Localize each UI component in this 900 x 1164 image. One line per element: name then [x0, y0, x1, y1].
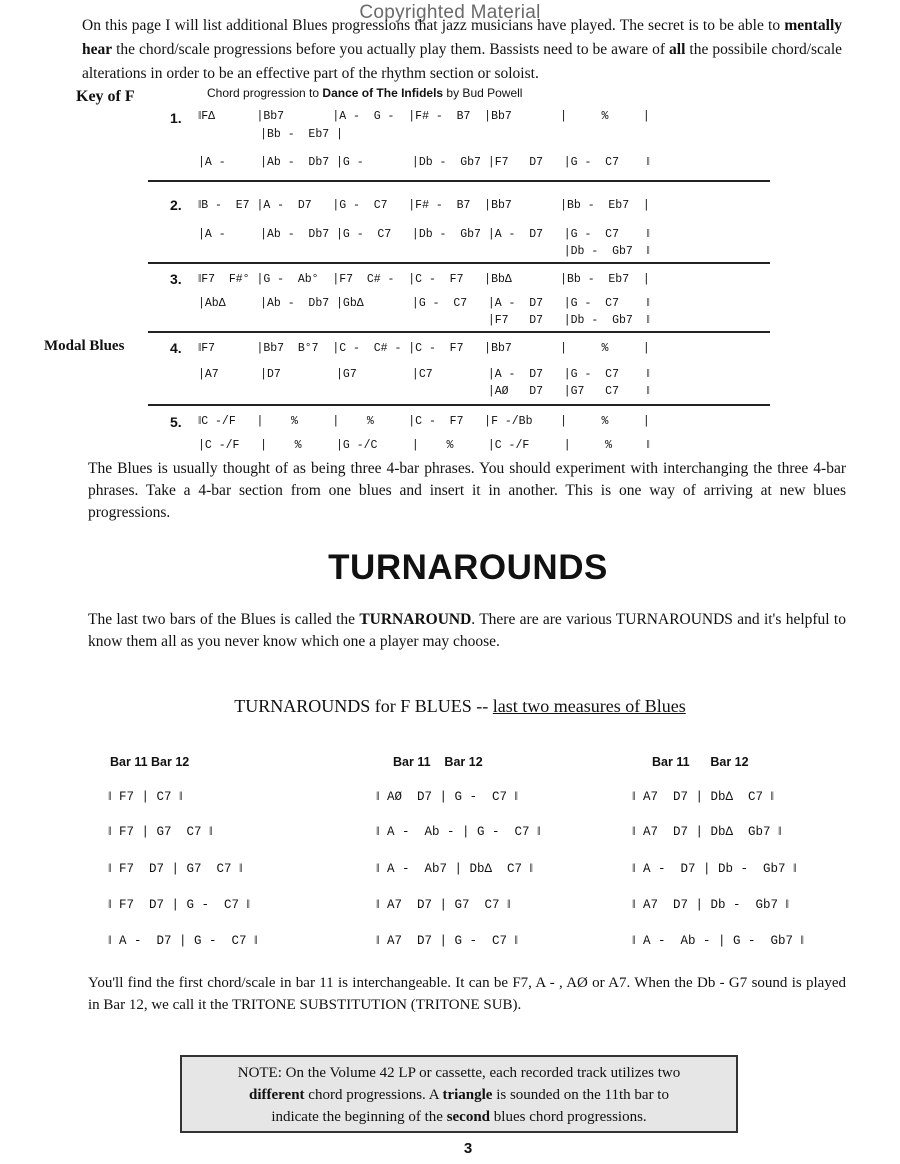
progression-3-line-2: |AbΔ |Ab - Db7 |GbΔ |G - C7 |A - D7 |G - C7 ‖ — [198, 297, 650, 310]
progression-2-line-3: |Db - Gb7 ‖ — [198, 245, 650, 258]
intro-text-2: the chord/scale progressions before you actually play them. Bassists need to be aware of — [112, 41, 670, 58]
progression-title-pre: Chord progression to — [207, 86, 323, 100]
interchange-paragraph: You'll find the first chord/scale in bar 11 is interchangeable. It can be F7, A - , AØ or A7. When the Db - G7 sound is played in Bar 12, we call it the TRITONE SUBSTITUTION (TRITONE SUB). — [88, 975, 846, 1013]
note-text — [180, 1062, 738, 1128]
note-line-2 — [180, 1084, 738, 1106]
note-line-2-end: is sounded on the 11th bar to — [492, 1087, 669, 1103]
intro-text-3: the possibile chord/scale alterations in order to be an effective part of the rhythm section or soloist. — [82, 41, 843, 82]
progression-4-line-2: |A7 |D7 |G7 |C7 |A - D7 |G - C7 ‖ — [198, 368, 650, 381]
progression-5-line-2: |C -/F | % |G -/C | % |C -/F | % ‖ — [198, 439, 650, 452]
note-line-1: NOTE: On the Volume 42 LP or cassette, each recorded track utilizes two — [237, 1065, 681, 1081]
note-line-2-text: chord progressions. A — [304, 1087, 443, 1103]
intro-paragraph — [82, 14, 842, 86]
intro-bold-1: mentally hear — [82, 17, 842, 58]
turnaround-col-2-row-1: ‖ AØ D7 | G - C7 ‖ — [376, 790, 519, 804]
progression-number-5: 5. — [170, 414, 182, 430]
key-label: Key of F — [76, 88, 135, 105]
progression-title-song: Dance of The Infidels — [322, 86, 444, 100]
subheading-underlined: last two measures of Blues — [492, 696, 686, 716]
turnaround-col-3-row-1: ‖ A7 D7 | DbΔ C7 ‖ — [632, 790, 775, 804]
progression-number-4: 4. — [170, 340, 182, 356]
divider-4 — [148, 404, 770, 406]
progression-1-line-3: |A - |Ab - Db7 |G - |Db - Gb7 |F7 D7 |G - C7 ‖ — [198, 156, 650, 169]
turnaround-col-1-row-1: ‖ F7 | C7 ‖ — [108, 790, 183, 804]
turnaround-col-1-row-4: ‖ F7 D7 | G - C7 ‖ — [108, 898, 251, 912]
blues-paragraph: The Blues is usually thought of as being three 4-bar phrases. You should experiment with interchanging the three 4-bar phrases. Take a 4-bar section from one blues and insert it in another. This is one way of arriving at new blues progressions. — [88, 460, 846, 521]
turnaround-col-2-row-2: ‖ A - Ab - | G - C7 ‖ — [376, 825, 541, 839]
progression-number-3: 3. — [170, 271, 182, 287]
turnaround-col-3-row-4: ‖ A7 D7 | Db - Gb7 ‖ — [632, 898, 790, 912]
turnaround-col-2-header: Bar 11 Bar 12 — [393, 755, 483, 769]
subheading-text: TURNAROUNDS for F BLUES -- — [234, 696, 493, 716]
divider-2 — [148, 262, 770, 264]
watermark: Copyrighted Material — [359, 2, 541, 23]
progression-4-line-3: |AØ D7 |G7 C7 ‖ — [198, 385, 650, 398]
note-bold-triangle: triangle — [442, 1087, 493, 1103]
progression-2-line-1: ‖B - E7 |A - D7 |G - C7 |F# - B7 |Bb7 |Bb - Eb7 | — [198, 199, 650, 212]
modal-blues-label: Modal Blues — [44, 338, 125, 354]
note-bold-different: different — [249, 1087, 305, 1103]
turnarounds-paragraph — [88, 609, 846, 653]
turnaround-col-1-row-5: ‖ A - D7 | G - C7 ‖ — [108, 934, 258, 948]
turnaround-col-3-row-5: ‖ A - Ab - | G - Gb7 ‖ — [632, 934, 805, 948]
page-number: 3 — [463, 1140, 473, 1157]
note-bold-second: second — [446, 1109, 491, 1125]
progression-3-line-1: ‖F7 F#° |G - Ab° |F7 C# - |C - F7 |BbΔ |Bb - Eb7 | — [198, 273, 650, 286]
turnarounds-text-bold: TURNAROUND — [359, 611, 472, 628]
progression-title — [207, 86, 522, 100]
turnaround-col-1-row-2: ‖ F7 | G7 C7 ‖ — [108, 825, 213, 839]
divider-1 — [148, 180, 770, 182]
intro-bold-2: all — [669, 41, 686, 58]
progression-number-1: 1. — [170, 110, 182, 126]
note-line-3-text: indicate the beginning of the — [271, 1109, 447, 1125]
turnaround-col-2-row-4: ‖ A7 D7 | G7 C7 ‖ — [376, 898, 511, 912]
turnarounds-heading: TURNAROUNDS — [328, 548, 608, 587]
progression-title-author: by Bud Powell — [443, 86, 523, 100]
turnaround-col-2-row-5: ‖ A7 D7 | G - C7 ‖ — [376, 934, 519, 948]
progression-4-line-1: ‖F7 |Bb7 B°7 |C - C# - |C - F7 |Bb7 | % | — [198, 342, 650, 355]
turnaround-col-1-header: Bar 11 Bar 12 — [110, 755, 190, 769]
turnaround-col-2-row-3: ‖ A - Ab7 | DbΔ C7 ‖ — [376, 862, 534, 876]
turnaround-col-3-row-2: ‖ A7 D7 | DbΔ Gb7 ‖ — [632, 825, 782, 839]
turnaround-col-1-row-3: ‖ F7 D7 | G7 C7 ‖ — [108, 862, 243, 876]
turnaround-col-3-row-3: ‖ A - D7 | Db - Gb7 ‖ — [632, 862, 797, 876]
progression-1-line-2: |Bb - Eb7 | — [198, 128, 343, 141]
turnarounds-text-pre: The last two bars of the Blues is called the — [88, 611, 360, 628]
progression-1-line-1: ‖FΔ |Bb7 |A - G - |F# - B7 |Bb7 | % | — [198, 110, 650, 123]
divider-3 — [148, 331, 770, 333]
progression-2-line-2: |A - |Ab - Db7 |G - C7 |Db - Gb7 |A - D7 |G - C7 ‖ — [198, 228, 650, 241]
turnarounds-text-post: . There are are various TURNAROUNDS and it's helpful to know them all as you never know which one a player may choose. — [88, 611, 846, 650]
note-line-3-end: blues chord progressions. — [490, 1109, 647, 1125]
note-line-3 — [180, 1106, 738, 1128]
intro-text-1: On this page I will list additional Blues progressions that jazz musicians have played. The secret is to be able to — [82, 17, 785, 34]
progression-5-line-1: ‖C -/F | % | % |C - F7 |F -/Bb | % | — [198, 415, 650, 428]
turnarounds-subheading — [0, 696, 900, 717]
progression-number-2: 2. — [170, 197, 182, 213]
progression-3-line-3: |F7 D7 |Db - Gb7 ‖ — [198, 314, 650, 327]
turnaround-col-3-header: Bar 11 Bar 12 — [652, 755, 749, 769]
